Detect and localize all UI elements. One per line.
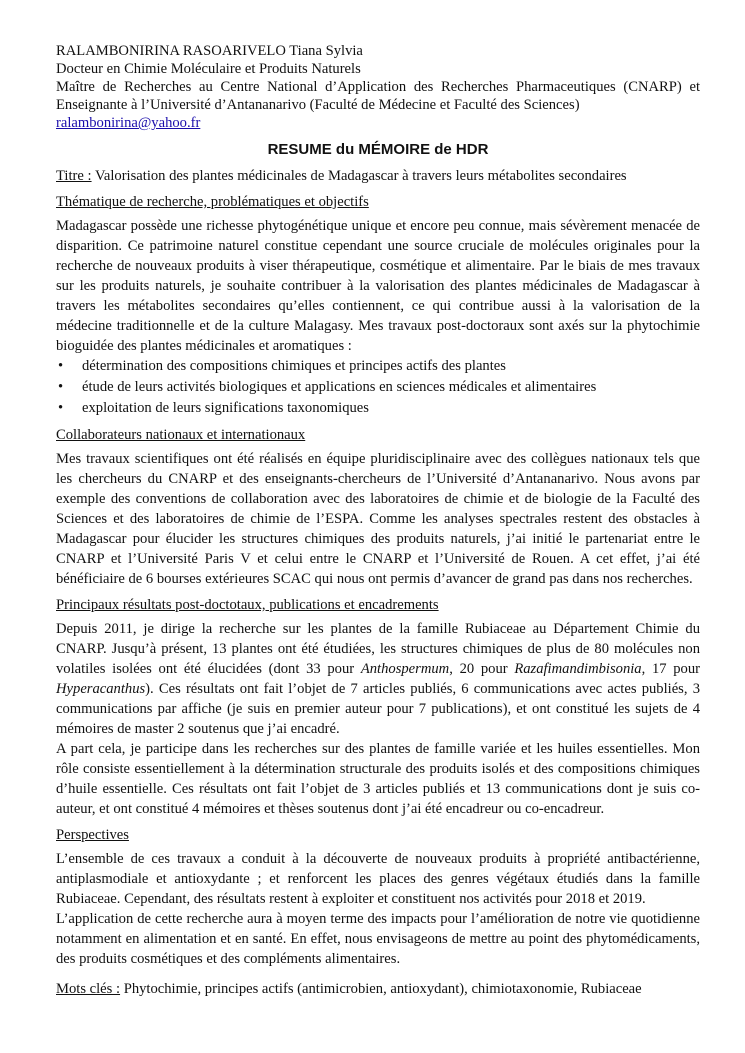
paragraph-perspectives-2: L’application de cette recherche aura à moyen terme des impacts pour l’amélioration de notre vie quotidienne notamment en alimentation et en santé. En effet, nous envisageons de mettre au point des phytomédicaments, des produits cosmétiques et des compléments alimentaires. (56, 911, 700, 967)
author-degree: Docteur en Chimie Moléculaire et Produits Naturels (56, 61, 361, 77)
paragraph-perspectives-1: L’ensemble de ces travaux a conduit à la découverte de nouveaux produits à propriété antibactérienne, antiplasmodiale et antioxydante ; et renforcent les places des genres végétaux étudiés dans la famille Rubiaceae. Cependant, des résultats restent à exploiter et constituent nos activités pour 2018 et 2019. (56, 851, 700, 907)
section-heading-collaborateurs: Collaborateurs nationaux et internationaux (56, 427, 306, 443)
document-title: RESUME du MÉMOIRE de HDR (267, 141, 489, 158)
bullet-icon: • (58, 400, 64, 416)
titre-value: Valorisation des plantes médicinales de Madagascar à travers leurs métabolites secondaires (91, 168, 627, 184)
list-item: • exploitation de leurs significations taxonomiques (56, 398, 700, 419)
keywords-value: Phytochimie, principes actifs (antimicrobien, antioxydant), chimiotaxonomie, Rubiaceae (120, 981, 642, 997)
author-position-line1: Maître de Recherches au Centre National d’Application des Recherches Pharmaceutiques (CNARP) et (56, 79, 700, 95)
paragraph-thematique: Madagascar possède une richesse phytogénétique unique et encore peu connue, mais sévèrement menacée de disparition. Ce patrimoine naturel constitue cependant une source cruciale de molécules originales pour la recherche de nouveaux produits à viser thérapeutique, cosmétique et alimentaire. Par le biais de mes travaux sur les produits naturels, je souhaite contribuer à la valorisation des plantes médicinales de Madagascar à travers les métabolites secondaires qu’elles contiennent, ce qui contribue aussi à la valorisation de la médecine traditionnelle et de la culture Malagasy. Mes travaux post-doctoraux sont axés sur la phytochimie bioguidée des plantes médicinales et aromatiques : (56, 218, 700, 354)
section-heading-perspectives: Perspectives (56, 827, 129, 843)
author-header (56, 42, 700, 132)
bullet-icon: • (58, 358, 64, 374)
paragraph-resultats-2: A part cela, je participe dans les recherches sur des plantes de famille variée et les huiles essentielles. Mon rôle consiste essentiellement à la détermination structurale des produits isolés et des compositions chimiques d’huile essentielle. Ces résultats ont fait l’objet de 3 articles publiés et 13 communications dont je suis co-auteur, et ont constitué 4 mémoires et thèses soutenus dont j’ai été encadreur ou co-encadreur. (56, 741, 700, 817)
list-item: • détermination des compositions chimiques et principes actifs des plantes (56, 356, 700, 377)
bullet-list (56, 356, 700, 419)
section-heading-resultats: Principaux résultats post-doctotaux, publications et encadrements (56, 597, 439, 613)
keywords-label: Mots clés : (56, 981, 121, 997)
titre-line (56, 166, 700, 186)
bullet-icon: • (58, 379, 64, 395)
section-heading-thematique: Thématique de recherche, problématiques et objectifs (56, 194, 369, 210)
paragraph-collaborateurs: Mes travaux scientifiques ont été réalisés en équipe pluridisciplinaire avec des collègues nationaux tels que les chercheurs du CNARP et des enseignants-chercheurs de l’Université d’Antananarivo. Nous avons par exemple des conventions de collaboration avec des laboratoires de chimie et de biologie de la Faculté des Sciences et des laboratoires de chimie de l’ESPA. Comme les analyses spectrales restent des obstacles à Madagascar pour élucider les structures chimiques des produits naturels, j’ai initié le partenariat entre le CNARP et l’Université Paris V et celui entre le CNARP et l’Université de Rouen. A cet effet, j’ai été bénéficiaire de 6 bourses extérieures SCAC qui nous ont permis d’avancer de grand pas dans nos recherches. (56, 451, 700, 587)
titre-label: Titre : (56, 168, 92, 184)
list-item: • étude de leurs activités biologiques et applications en sciences médicales et alimentaires (56, 377, 700, 398)
author-name: RALAMBONIRINA RASOARIVELO Tiana Sylvia (56, 43, 363, 59)
paragraph-resultats-1: Depuis 2011, je dirige la recherche sur les plantes de la famille Rubiaceae au Département Chimie du CNARP. Jusqu’à présent, 13 plantes ont été étudiées, les structures chimiques de plus de 80 molécules non volatiles isolées ont été élucidées (dont 33 pour Anthospermum, 20 pour Razafimandimbisonia, 17 pour Hyperacanthus). Ces résultats ont fait l’objet de 7 articles publiés, 6 communications avec actes publiés, 3 communications par affiche (je suis en premier auteur pour 7 publications), et ont constitué les sujets de 4 mémoires de master 2 soutenus que j’ai encadré. (56, 621, 700, 737)
author-position-line2: Enseignante à l’Université d’Antananarivo (Faculté de Médecine et Faculté des Sciences) (56, 97, 580, 113)
keywords-line (56, 979, 700, 999)
document-page (56, 42, 700, 999)
author-email-link[interactable]: ralambonirina@yahoo.fr (56, 115, 201, 131)
